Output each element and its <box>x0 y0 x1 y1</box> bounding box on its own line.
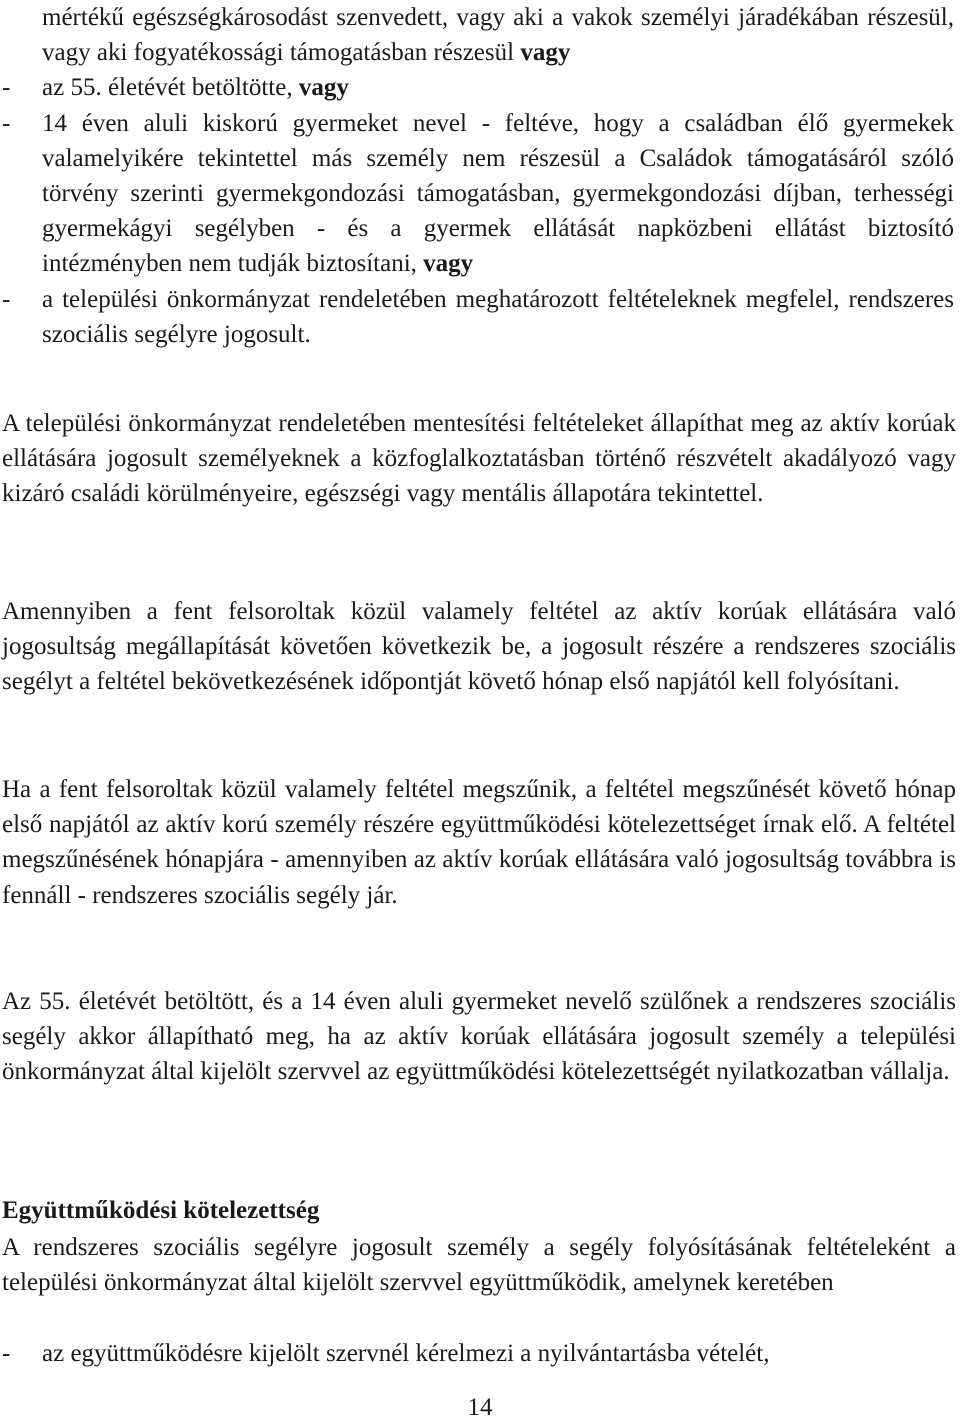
list-item: - 14 éven aluli kiskorú gyermeket nevel - feltéve, hogy a családban élő gyermekek valamelyikére tekintettel más személy nem részesül a Családok támogatásáról szóló törvény szerinti gyermekgondozási támogatásban, gyermekgondozási díjban, terhességi gyermekágyi segélyben - és a gyermek ellátását napközbeni ellátást biztosító intézményben nem tudják biztosítani, vagy <box>0 106 960 282</box>
list-item: - az 55. életévét betöltötte, vagy <box>0 70 960 105</box>
paragraph-exemption: A települési önkormányzat rendeletében mentesítési feltételeket állapíthat meg az aktív korúak ellátására jogosult személyeknek a közfoglalkoztatásban történő részvételt akadályozó vagy kizáró családi körülményeire, egészségi vagy mentális állapotára tekintettel. <box>2 410 956 508</box>
paragraph-onset: Amennyiben a fent felsoroltak közül valamely feltétel az aktív korúak ellátására való jogosultság megállapítását követően következik be, a jogosult részére a rendszeres szociális segélyt a feltétel bekövetkezésének időpontját követő hónap első napjától kell folyósítani. <box>2 598 956 696</box>
bold-conjunction: vagy <box>423 250 474 278</box>
list-dash: - <box>2 285 11 313</box>
list-dash: - <box>2 1340 11 1367</box>
paragraph-age-55: Az 55. életévét betöltött, és a 14 éven aluli gyermeket nevelő szülőnek a rendszeres szociális segély akkor állapítható meg, ha az aktív korúak ellátására jogosult személy a települési önkormányzat által kijelölt szervvel az együttműködési kötelezettségét nyilatkozatban vállalja. <box>2 988 956 1086</box>
list-item: - a települési önkormányzat rendeletében meghatározott feltételeknek megfelel, rendszeres szociális segélyre jogosult. <box>0 282 960 352</box>
bold-conjunction: vagy <box>520 39 571 67</box>
bold-conjunction: vagy <box>298 74 349 102</box>
section-heading: Együttműködési kötelezettség <box>2 1197 320 1224</box>
list-dash: - <box>2 109 11 137</box>
conditions-list <box>0 0 960 352</box>
list-dash: - <box>2 74 11 102</box>
list-item: - az együttműködésre kijelölt szervnél kérelmezi a nyilvántartásba vételét, <box>0 1336 960 1371</box>
section-intro: A rendszeres szociális segélyre jogosult személy a segély folyósításának feltételeként a települési önkormányzat által kijelölt szervvel együttműködik, amelynek keretében <box>2 1234 956 1297</box>
paragraph-cessation: Ha a fent felsoroltak közül valamely feltétel megszűnik, a feltétel megszűnését követő hónap első napjától az aktív korú személy részére együttműködési kötelezettséget írnak elő. A feltétel megszűnésének hónapjára - amennyiben az aktív korúak ellátására való jogosultság továbbra is fennáll - rendszeres szociális segély jár. <box>2 776 956 909</box>
page-number: 14 <box>467 1394 493 1421</box>
list-item: mértékű egészségkárosodást szenvedett, vagy aki a vakok személyi járadékában részesül, vagy aki fogyatékossági támogatásban részesül vagy <box>42 4 954 67</box>
